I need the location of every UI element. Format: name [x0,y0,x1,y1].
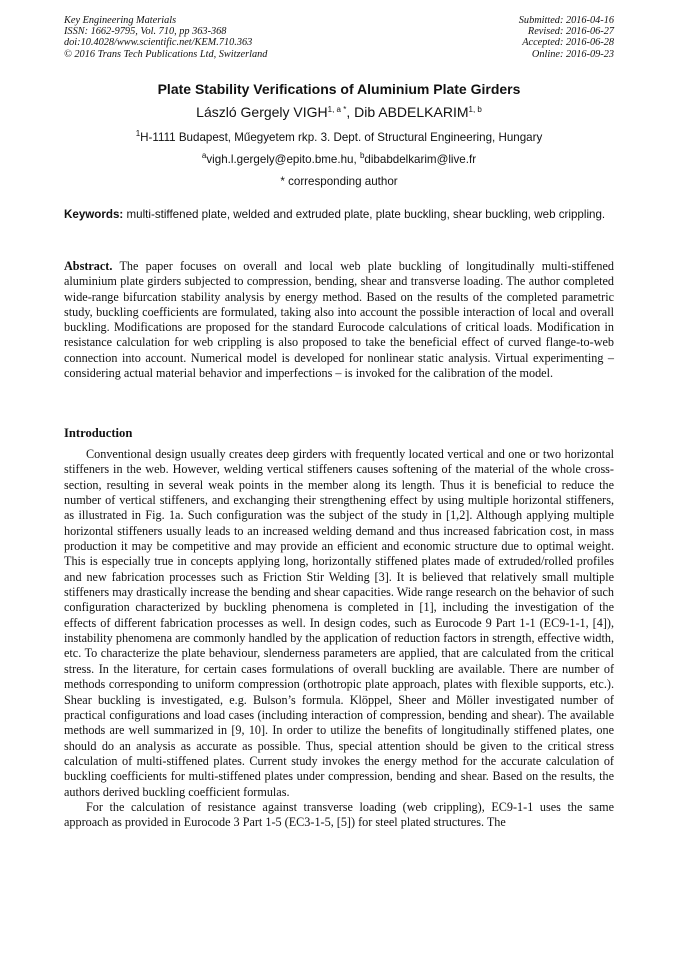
author-1-affiliation-mark: 1, a * [327,105,347,114]
journal-name: Key Engineering Materials [64,15,177,26]
section-heading-introduction: Introduction [64,426,133,440]
email-line [0,153,678,166]
paragraph: Conventional design usually creates deep girders with frequently located vertical and one or two horizontal stiffeners in the web. However, welding vertical stiffeners causes softening of the material of the whole cross-section, resulting in several weak points in the member along its length. Thus it is beneficial to reduce the number of vertical stiffeners, and exchanging their strengthening effect by using multiple horizontal stiffeners, as illustrated in Fig. 1a. Such configuration was the subject of the study in [1,2]. Although applying multiple horizontal stiffeners usually leads to an increased welding demand and thus increased fabrication cost, in mass production it may be competitive and may provide an efficient and economic structure due to optimal weight. This is especially true in concepts applying long, horizontally stiffened plates made of extruded/rolled profiles and new fabrication processes such as Friction Stir Welding [3]. It is believed that relatively small multiple stiffeners may drastically increase the bending and shear capacities. Wide range research on the behavior of such configuration characterized by buckling phenomena is completed in [1], including the investigation of the effects of different fabrication processes as well. In design codes, such as Eurocode 9 Part 1-1 (EC9-1-1, [4]), instability phenomena are commonly handled by the application of reduction factors in strength, effective width, etc. To characterize the plate behaviour, slenderness parameters are applied, that are calculated from the critical stress. In the literature, for certain cases formulations of overall buckling are available. There are number of methods corresponding to uniform compression (orthotropic plate approach, plates with flexible supports, etc.). Shear buckling is investigated, e.g. Bulson’s formula. Klöppel, Sheer and Möller investigated number of practical configurations and load cases (including interaction of compression, bending and shear). The available methods are well summarized in [9, 10]. In order to utilize the benefits of longitudinally stiffened plates, one should do an analysis as accurate as possible. Thus, special attention should be given to the critical stress calculation of multi-stiffened plates. Current study invokes the energy method for the accurate calculation of buckling coefficients for multi-stiffened plates under compression, bending and shear. Based on the results, the authors derived buckling coefficient formulas. [64,447,614,799]
keywords-text: multi-stiffened plate, welded and extruded plate, plate buckling, shear buckling, web crippling. [123,208,606,221]
corresponding-author-note: * corresponding author [280,175,398,188]
email-a-mark: a [201,151,207,160]
author-2-affiliation-mark: 1, b [468,105,482,114]
date-submitted: Submitted: 2016-04-16 [518,15,614,26]
journal-copyright: © 2016 Trans Tech Publications Ltd, Switzerland [64,48,268,60]
author-1-name: László Gergely VIGH [196,104,328,120]
abstract-text: The paper focuses on overall and local web plate buckling of longitudinally multi-stiffened aluminium plate girders subjected to compression, bending, shear and transverse loading. The author completed wide-range bifurcation stability analysis by energy method. Based on the results of the completed parametric study, buckling coefficients are formulated, taking also into account the possible interaction of local and overall buckling. Modifications are proposed for the standard Eurocode calculations of critical loads. Modification in resistance calculation for web crippling is also proposed to take the beneficial effect of curved flange-to-web connection into account. Numerical model is developed for nonlinear static analysis. Virtual experimenting – considering actual material behavior and imperfections – is invoked for the calibration of the model. [64,259,614,381]
affiliation-mark: 1 [135,129,141,138]
author-separator: , [346,104,355,120]
affiliation-text: H-1111 Budapest, Műegyetem rkp. 3. Dept. of Structural Engineering, Hungary [140,131,543,144]
email-separator: , [353,153,360,166]
date-revised: Revised: 2016-06-27 [527,26,614,38]
paragraph: For the calculation of resistance against transverse loading (web crippling), EC9-1-1 uses the same approach as provided in Eurocode 3 Part 1-5 (EC3-1-5, [5]) for steel plated structures. The [64,799,614,830]
paper-title: Plate Stability Verifications of Aluminium Plate Girders [157,81,521,97]
date-accepted: Accepted: 2016-06-28 [522,37,614,49]
abstract-block [64,259,614,381]
abstract-label: Abstract. [64,259,113,273]
publication-dates [519,15,614,60]
email-author-1[interactable]: vigh.l.gergely@epito.bme.hu [206,153,354,166]
date-online: Online: 2016-09-23 [531,48,614,60]
journal-doi: doi:10.4028/www.scientific.net/KEM.710.363 [64,37,253,49]
keywords-block [64,207,614,222]
introduction-body [64,447,614,831]
author-line [0,104,678,120]
affiliation [0,131,678,144]
email-b-mark: b [359,151,365,160]
keywords-label: Keywords: [64,208,124,221]
author-2-name: Dib ABDELKARIM [354,104,469,120]
journal-info [64,15,267,60]
email-author-2[interactable]: dibabdelkarim@live.fr [364,153,477,166]
journal-issn: ISSN: 1662-9795, Vol. 710, pp 363-368 [64,26,227,38]
